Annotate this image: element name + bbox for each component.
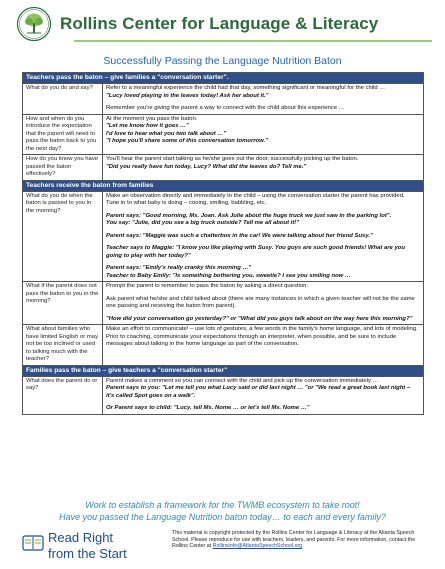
section-heading: Teachers pass the baton – give families a "conversation starter".	[23, 73, 424, 84]
section-heading: Teachers receive the baton from families	[23, 180, 424, 191]
org-name: Rollins Center for Language & Literacy	[60, 14, 379, 33]
example-quote: Teacher to Baby Emily: "Is something bothering you, sweetie? I see you smiling now …	[106, 272, 351, 279]
contact-email-link[interactable]: Rollinsinfo@AtlantaSpeechSchool.org	[212, 543, 303, 550]
section-header-row	[23, 365, 424, 376]
example-quote: Teacher says to Maggie: "I know you like playing with Susy. You guys are such good friends! What are you going to play with her today?"	[106, 245, 405, 259]
table-row	[23, 376, 424, 414]
copyright-text: This material is copyright protected by the Rollins Center for Language & Literacy at the Atlanta Speech School. Please reproduce for use with teachers, leaders, and parents. For more information, contact the Rollins Center at	[172, 530, 416, 550]
header-divider	[74, 40, 432, 42]
answer-text: Remember you're giving the parent a way to connect with the child about this experience …	[106, 105, 345, 111]
table-row	[23, 155, 424, 181]
example-quote: Parent says: "Maggie was such a chatterbox in the car! We were talking about her friend Susy."	[106, 232, 373, 239]
question-cell: How and when do you introduce the expectation that the parent will need to pass the baton back to you the next day?	[23, 114, 103, 155]
answer-text: Tune in to what baby is doing – cooing, smiling, babbling, etc.	[106, 200, 267, 206]
example-quote: Parent says to you: "Let me tell you what Lucy said or did last night … "or "We read a great book last night – it's called Spot goes on a walk".	[106, 385, 411, 399]
table-row	[23, 282, 424, 325]
answer-text: You'll hear the parent start talking as he/she goes out the door, successfully picking up the baton.	[106, 156, 359, 162]
answer-cell	[103, 114, 424, 155]
table-row	[23, 84, 424, 115]
example-quote: "I hope you'll share some of this conversation tomorrow."	[106, 138, 268, 144]
question-cell: What do you do when the baton is passed to you in the morning?	[23, 191, 103, 282]
section-header-row	[23, 180, 424, 191]
footer-tagline: Work to establish a framework for the TWMB ecosystem to take root!	[85, 500, 360, 510]
answer-cell	[103, 282, 424, 325]
read-right-logo-icon	[22, 532, 44, 554]
baton-guide-table	[22, 72, 424, 415]
question-cell: What if the parent does not pass the baton to you in the morning?	[23, 282, 103, 325]
copyright-notice	[172, 530, 427, 550]
answer-text: Parent makes a comment so you can connect with the child and pick up the conversation immediately …	[106, 377, 379, 384]
question-cell: What does the parent do or say?	[23, 376, 103, 414]
answer-text: Make an observation directly and immediately to the child – using the conversation starter the parent has provided.	[106, 192, 405, 199]
example-quote: Or Parent says to child: "Lucy, tell Ms. Nome … or let's tell Ms. Nome …"	[106, 405, 310, 411]
table-row	[23, 191, 424, 282]
table-row	[23, 325, 424, 366]
question-cell: How do you know you have passed the baton effectively?	[23, 155, 103, 181]
answer-text: At the moment you pass the baton.	[106, 115, 198, 122]
footer-question: Have you passed the Language Nutrition baton today… to each and every family?	[59, 512, 386, 522]
example-quote: "How did your conversation go yesterday?" or "What did you guys talk about on the way here this morning?"	[106, 315, 413, 322]
section-heading: Families pass the baton – give teachers a "conversation starter"	[23, 365, 424, 376]
answer-cell	[103, 191, 424, 282]
question-cell: What about families who have limited English or may not be too inclined or used to talking much with the teacher?	[23, 325, 103, 366]
tree-logo-icon	[16, 6, 52, 42]
table-row	[23, 114, 424, 155]
answer-text: Refer to a meaningful experience the child had that day, something significant or meaningful for the child …	[106, 85, 386, 91]
section-header-row	[23, 73, 424, 84]
example-quote: Parent says: "Emily's really cranky this morning …"	[106, 265, 252, 271]
logo-text-line1: Read Right	[48, 530, 114, 545]
question-cell: What do you do and say?	[23, 84, 103, 115]
answer-text: Prior to coaching, communicate your expectations through an interpreter, when possible, and be sure to include messages about talking in the home language as part of the conversation.	[106, 333, 397, 347]
example-quote: Parent says: "Good morning, Ms. Joan. Ask Julie about the huge truck we just saw in the parking lot".	[106, 212, 392, 219]
answer-text: Ask parent what he/she and child talked about (there are many instances in which a given teacher will not be the same one passing and receiving the baton from parent).	[106, 295, 415, 309]
example-quote: "Let me know how it goes …"	[106, 123, 189, 129]
read-right-logo	[22, 530, 162, 564]
answer-cell	[103, 155, 424, 181]
answer-text: Prompt the parent to remember to pass the baton by asking a direct question.	[106, 283, 309, 289]
answer-text: Make an effort to communicate! – use lots of gestures, a few words in the family's home language, and lots of modeling.	[106, 326, 418, 332]
example-quote: "Did you really have fun today, Lucy? What did the leaves do? Tell me."	[106, 163, 307, 170]
answer-cell	[103, 84, 424, 115]
page-header	[16, 6, 431, 44]
example-quote: "Lucy loved playing in the leaves today! Ask her about it."	[106, 92, 269, 99]
example-quote: You say: "Julie, did you see a big truck outside? Tell me all about it!"	[106, 220, 300, 226]
logo-text-line2: from the Start	[48, 546, 127, 561]
example-quote: I'd love to hear what you two talk about …"	[106, 130, 227, 137]
answer-cell	[103, 376, 424, 414]
document-title: Successfully Passing the Language Nutrition Baton	[103, 55, 342, 67]
answer-cell	[103, 325, 424, 366]
